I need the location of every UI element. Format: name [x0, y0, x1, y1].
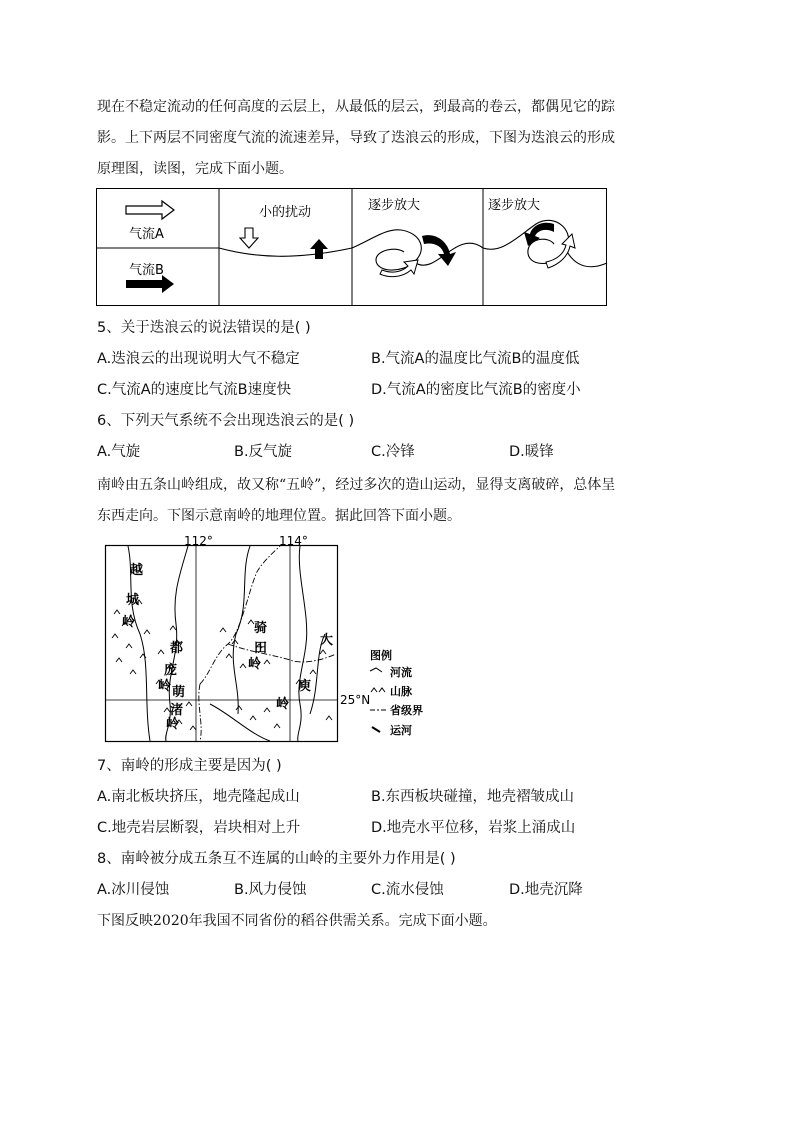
intro1-line3: 原理图，读图，完成下面小题。	[97, 161, 293, 177]
lon-114-label: 114°	[279, 534, 308, 548]
ridge-qitian-3: 岭	[248, 657, 262, 672]
curved-black-arrow-2-icon	[524, 223, 554, 246]
ridge-dupang-2: 庞	[164, 663, 178, 678]
legend-canal-icon	[372, 727, 380, 732]
legend-river: 河流	[390, 666, 412, 679]
q5-option-a[interactable]: A.迭浪云的出现说明大气不稳定	[97, 351, 300, 367]
ridge-mengzhu-3: 岭	[166, 717, 180, 732]
q5-option-d[interactable]: D.气流A的密度比气流B的密度小	[371, 382, 581, 398]
q6-option-d[interactable]: D.暖锋	[509, 444, 554, 460]
q6-option-a[interactable]: A.气旋	[97, 444, 141, 460]
panel2-label: 小的扰动	[259, 205, 312, 220]
legend-mountain-icon	[371, 688, 385, 692]
q6-option-b[interactable]: B.反气旋	[234, 444, 293, 460]
ridge-qitian-1: 骑	[254, 621, 268, 636]
billow-cloud-diagram	[96, 188, 608, 307]
nanling-map	[100, 534, 440, 746]
ridge-dayu-3: 岭	[276, 697, 290, 712]
ridge-mengzhu-1: 萌	[172, 685, 186, 700]
curved-white-arrow-2-icon	[546, 234, 575, 268]
flow-a-label: 气流A	[129, 227, 164, 242]
legend-title: 图例	[370, 649, 392, 662]
q5-option-b[interactable]: B.气流A的温度比气流B的温度低	[371, 351, 580, 367]
intro1-line1: 现在不稳定流动的任何高度的云层上，从最低的层云，到最高的卷云，都偶见它的踪	[97, 99, 615, 115]
flow-b-label: 气流B	[129, 263, 164, 278]
q7-stem: 7、南岭的形成主要是因为( )	[97, 758, 282, 774]
q8-stem: 8、南岭被分成五条互不连属的山岭的主要外力作用是( )	[97, 851, 456, 867]
ridge-dayu-2: 庾	[298, 679, 312, 694]
q6-option-c[interactable]: C.冷锋	[371, 444, 415, 460]
q7-option-a[interactable]: A.南北板块挤压，地壳隆起成山	[97, 789, 300, 805]
flow-a-arrow-icon	[126, 201, 174, 219]
intro1-line2: 影。上下两层不同密度气流的流速差异，导致了迭浪云的形成，下图为迭浪云的形成	[97, 130, 615, 146]
legend-canal: 运河	[390, 724, 412, 737]
mountain-symbols	[112, 600, 332, 730]
province-boundaries	[199, 546, 336, 741]
q7-option-b[interactable]: B.东西板块碰撞，地壳褶皱成山	[371, 789, 575, 805]
up-arrow-icon	[310, 239, 328, 259]
ridge-yuecheng-1: 越	[130, 563, 144, 578]
q8-option-b[interactable]: B.风力侵蚀	[234, 882, 307, 898]
intro-paragraph-1	[97, 92, 697, 185]
ridge-yuecheng-3: 岭	[122, 615, 136, 630]
lat-25n-label: 25°N	[340, 693, 371, 707]
legend-boundary: 省级界	[390, 704, 423, 717]
ridge-dayu-1: 大	[320, 633, 334, 648]
q7-option-c[interactable]: C.地壳岩层断裂，岩块相对上升	[97, 820, 301, 836]
down-arrow-icon	[240, 228, 258, 248]
ridge-dupang-3: 岭	[158, 679, 172, 694]
q8-option-d[interactable]: D.地壳沉降	[509, 882, 583, 898]
curved-white-arrow-icon	[380, 260, 418, 277]
legend-mountain: 山脉	[390, 685, 412, 698]
intro-paragraph-3: 下图反映2020年我国不同省份的稻谷供需关系。完成下面小题。	[97, 913, 497, 929]
q8-option-a[interactable]: A.冰川侵蚀	[97, 882, 170, 898]
intro-paragraph-2	[97, 470, 697, 532]
intro2-line1: 南岭由五条山岭组成，故又称“五岭”，经过多次的造山运动，显得支离破碎，总体呈	[97, 477, 616, 493]
q5-stem: 5、关于迭浪云的说法错误的是( )	[97, 320, 311, 336]
ridge-dupang-1: 都	[170, 641, 184, 656]
rivers	[128, 546, 325, 741]
lon-112-label: 112°	[184, 534, 213, 548]
panel4-label: 逐步放大	[488, 198, 541, 213]
ridge-qitian-2: 田	[254, 641, 268, 656]
ridge-yuecheng-2: 城	[126, 593, 140, 608]
q8-option-c[interactable]: C.流水侵蚀	[371, 882, 444, 898]
intro2-line2: 东西走向。下图示意南岭的地理位置。据此回答下面小题。	[97, 508, 461, 524]
legend-river-icon	[370, 668, 382, 672]
panel3-label: 逐步放大	[368, 198, 421, 213]
ridge-mengzhu-2: 渚	[170, 703, 184, 718]
q7-option-d[interactable]: D.地壳水平位移，岩浆上涌成山	[371, 820, 576, 836]
q6-stem: 6、下列天气系统不会出现迭浪云的是( )	[97, 413, 355, 429]
q5-option-c[interactable]: C.气流A的速度比气流B速度快	[97, 382, 292, 398]
